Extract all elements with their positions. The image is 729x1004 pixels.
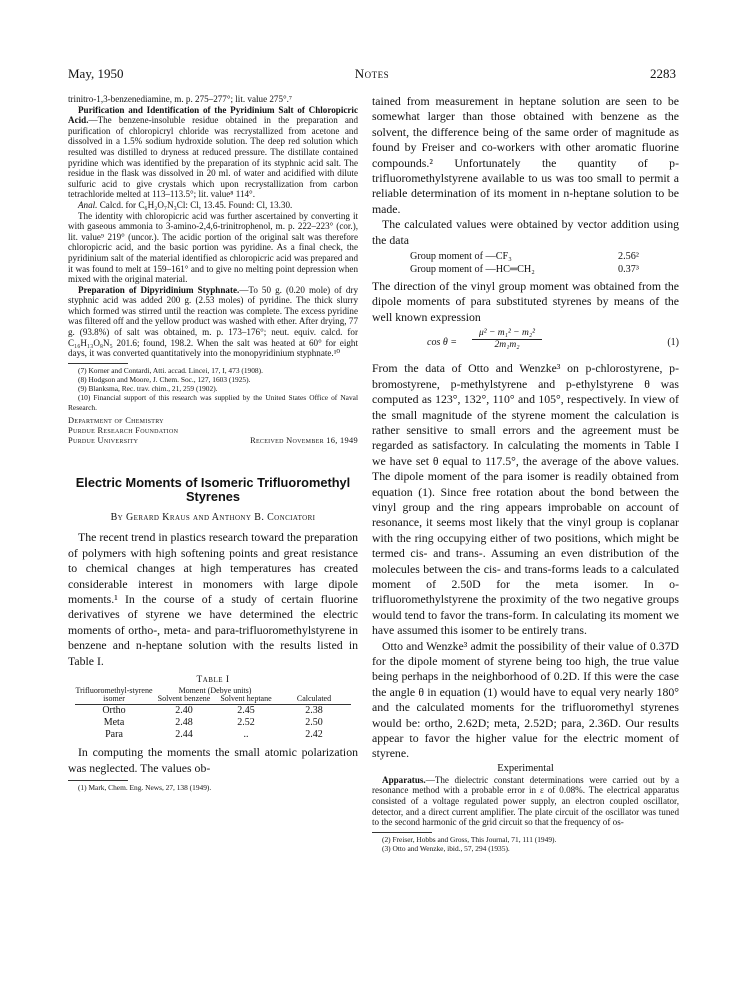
- table-cell: ..: [243, 729, 249, 741]
- analysis-line: [68, 200, 358, 211]
- paragraph: The recent trend in plastics research toward the preparation of polymers with high softening points and great resistance to chemical changes at high temperatures has created considerable interest in monomers with large dipole moments.¹ In the course of a study of certain fluorine derivatives of styrene we have determined the electric moments of ortho-, meta- and para-trifluoromethylstyrene in benzene and n-heptane solution with the results listed in Table I.: [68, 530, 358, 668]
- table-row: [75, 729, 351, 741]
- footnote-rule: [68, 780, 128, 781]
- paragraph: [68, 285, 358, 359]
- equation-lhs: cos θ =: [427, 337, 457, 349]
- footnote: (10) Financial support of this research was supplied by the United States Office of Naval Research.: [68, 393, 358, 412]
- paragraph: From the data of Otto and Wenzke³ on p-chlorostyrene, p-bromostyrene, p-methylstyrene and p-ethylstyrene θ was computed as 123°, 132°, 110° and 105°, respectively. In view of the small magnitude of the styrene moment the calculation is rather sensitive to small errors and the agreement must be regarded as satisfactory. In calculating the moments in Table I we have set θ equal to 117.5°, the average of the above values. The dipole moment of the para isomer is readily obtained from equation (1). Since free rotation about the bond between the vinyl group and the ring appears improbable on account of resonance, it seems most likely that the vinyl group is coplanar with the ring occupying either of two positions, which might be termed cis- and trans-. Assuming an even distribution of the molecules between the cis- and trans-forms leads to a calculated moment of 2.50D for the meta isomer. In o-trifluoromethylstyrene the proximity of the two negative groups would tend to favor the trans-form. In calculating its moment we have assumed this isomer to be entirely trans.: [372, 361, 679, 638]
- table-group-header: Moment (Debye units): [178, 686, 252, 696]
- paragraph: tained from measurement in heptane solution are seen to be somewhat larger than those obtained with benzene as the solvent, the difference being of the same order of magnitude as found by Freiser and co-workers with other aromatic fluorine compounds.² Unfortunately the quantity of p-trifluoromethylstyrene available to us was too small to permit a reliable determination of its moment in n-heptane solution to be made.: [372, 94, 679, 216]
- paragraph-body: —To 50 g. (0.20 mole) of dry styphnic acid was added 200 g. (2.53 moles) of pyridine. The thick slurry which formed was stirred until the reaction was complete. The excess pyridine was filtered off and the yellow product was washed with ether. After drying, 77 g. (93.8%) of salt was obtained, m. p. 173–176°; neut. equiv. calcd. for C₁₆H₁₃O₈N₅ 201.6; found, 198.2. When the salt was heated at 60° for eight days, it was converted quantitatively into the monopyridinium styphnate.¹⁰: [68, 284, 358, 359]
- footnote-rule: [68, 363, 128, 364]
- affiliation-line: Purdue Research Foundation: [68, 426, 179, 436]
- group-moment-data: [410, 251, 679, 276]
- left-column: [68, 94, 358, 793]
- table-header: Calculated: [296, 694, 332, 704]
- paragraph: [68, 105, 358, 200]
- article-authors: By Gerard Kraus and Anthony B. Conciatori: [110, 512, 316, 524]
- table-cell: Ortho: [102, 705, 126, 717]
- paragraph-body: —The benzene-insoluble residue obtained in the preparation and purification of chloropicryl chloride was recrystallized from acetone and dissolved in a 1.5% sodium hydroxide solution. The deep red solution which resulted was distilled to dryness at reduced pressure. The distillate contained pyridine which was identified by the preparation of its styphnic acid salt. The residue in the flask was dissolved in 20 ml. of water and acidified with dilute sulfuric acid to give crystals which upon recrystallization from carbon tetrachloride melted at 113–113.5°; lit. value⁸ 114°.: [68, 115, 358, 200]
- table-cell: 2.40: [175, 705, 193, 717]
- table-cell: Meta: [103, 717, 125, 729]
- paragraph: trinitro-1,3-benzenediamine, m. p. 275–277°; lit. value 275°.⁷: [68, 94, 293, 104]
- paragraph: [372, 775, 679, 828]
- footnote: (2) Freiser, Hobbs and Gross, This Journal, 71, 111 (1949).: [382, 834, 557, 844]
- footnote: (8) Hodgson and Moore, J. Chem. Soc., 127, 1603 (1925).: [78, 375, 251, 385]
- article-title: Electric Moments of Isomeric Trifluoromethyl Styrenes: [75, 475, 351, 505]
- equation-numerator: μ² − m₁² − m₂²: [472, 328, 542, 340]
- table-header: Trifluoromethyl-styrene isomer: [75, 686, 153, 704]
- table-cell: 2.45: [237, 705, 255, 717]
- table-caption: Table I: [196, 675, 230, 686]
- table-header: Solvent heptane: [220, 694, 272, 704]
- data-label: Group moment of —HC═CH₂: [410, 263, 535, 275]
- affiliation-line: Department of Chemistry: [68, 415, 164, 425]
- equation-denominator: 2m₁m₂: [494, 340, 520, 351]
- data-label: Group moment of —CF₃: [410, 251, 512, 263]
- table-cell: 2.42: [305, 729, 323, 741]
- table-cell: 2.48: [175, 717, 193, 729]
- table-cell: 2.52: [237, 717, 255, 729]
- paragraph: The calculated values were obtained by vector addition using the data: [372, 217, 679, 247]
- paragraph: In computing the moments the small atomic polarization was neglected. The values ob-: [68, 745, 358, 775]
- paragraph: Otto and Wenzke³ admit the possibility of their value of 0.37D for the dipole moment of styrene being too high, the true value being perhaps in the neighborhood of 0.2D. If this were the case the angle θ in equation (1) would have to equal very nearly 180° and the calculated moments for the trifluoromethyl styrenes would be: ortho, 2.62D; meta, 2.52D; para, 2.36D. Our results appear to favor the higher value for the electric moment of styrene.: [372, 638, 679, 761]
- header-date: May, 1950: [68, 66, 124, 81]
- table-1: [75, 687, 351, 741]
- table-row: [75, 717, 351, 729]
- paragraph: The identity with chloropicric acid was further ascertained by converting it with gaseous ammonia to 3-amino-2,4,6-trinitrophenol, m. p. 222–223° (cor.), lit. value⁹ 219° (uncor.). The acidic portion of the original salt was therefore chloropicric acid, and the basic portion was pyridine. As a final check, the pyridinium salt of the material identified as chloropicric acid was prepared and it was found to melt at 159–161° and to give no melting point depression when mixed with the original material.: [68, 210, 358, 285]
- run-in-heading: Apparatus.: [382, 774, 426, 785]
- running-header: [68, 66, 676, 86]
- table-cell: 2.50: [305, 717, 323, 729]
- data-value: 2.56²: [618, 251, 639, 263]
- table-header: Solvent benzene: [157, 694, 211, 704]
- footnote: (7) Korner and Contardi, Atti. accad. Lincei, 17, I, 473 (1908).: [78, 365, 263, 375]
- affiliation-block: [68, 416, 358, 447]
- table-cell: Para: [105, 729, 123, 741]
- anal-label: Anal.: [78, 199, 98, 210]
- header-section: Notes: [354, 66, 390, 81]
- affiliation-line: Purdue University: [68, 436, 139, 446]
- analysis-text: Calcd. for C₆H₂O₇N₃Cl: Cl, 13.45. Found: Cl, 13.30.: [97, 199, 293, 210]
- table-cell: 2.38: [305, 705, 323, 717]
- right-column: [372, 94, 679, 853]
- equation-number: (1): [667, 337, 679, 349]
- footnote: (3) Otto and Wenzke, ibid., 57, 294 (1935).: [382, 844, 510, 854]
- section-heading: Experimental: [497, 762, 554, 774]
- paragraph-body: —The dielectric constant determinations were carried out by a resonance method with a probable error in ε of 0.08%. The electrical apparatus consisted of a voltage regulated power supply, an electron coupled oscillator, detector, and a direct current amplifier. The plate circuit of the oscillator was tuned to the second harmonic of the grid circuit so that the frequency of os-: [372, 774, 679, 828]
- equation-fraction: [472, 328, 542, 350]
- paragraph: The direction of the vinyl group moment was obtained from the dipole moments of para substituted styrenes by means of the well known expression: [372, 279, 679, 324]
- footnote: (9) Blanksma, Rec. trav. chim., 21, 259 (1902).: [78, 384, 218, 394]
- run-in-heading: Purification and Identification of the Pyridinium Salt of Chloropicric Acid.: [68, 104, 358, 126]
- footnote: (1) Mark, Chem. Eng. News, 27, 138 (1949).: [78, 783, 212, 793]
- table-row: [75, 705, 351, 718]
- run-in-heading: Preparation of Dipyridinium Styphnate.: [78, 284, 240, 295]
- header-page-number: 2283: [650, 66, 676, 81]
- table-cell: 2.44: [175, 729, 193, 741]
- equation-1: [372, 328, 679, 358]
- data-value: 0.37³: [618, 263, 639, 275]
- received-date: Received November 16, 1949: [250, 436, 358, 446]
- footnote-rule: [372, 832, 432, 833]
